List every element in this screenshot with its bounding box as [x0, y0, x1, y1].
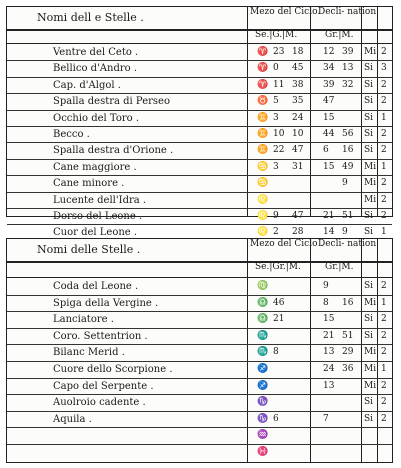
minute: 31: [292, 161, 304, 172]
minute: 24: [292, 112, 304, 123]
direction: Si: [364, 227, 374, 238]
table-subheader: [7, 261, 392, 278]
degree: 10: [273, 128, 285, 139]
mezzo-header: Mezo del Ciclo .: [250, 239, 324, 249]
table-row: [7, 412, 392, 429]
degree: 0: [273, 63, 279, 74]
magnitude: 2: [381, 347, 387, 358]
magnitude: 2: [381, 96, 387, 107]
minute: 28: [292, 227, 304, 238]
zodiac-sign: ♎: [257, 297, 269, 308]
zodiac-sign: ♊: [257, 112, 269, 123]
direction: Mi: [364, 161, 377, 172]
table-row: [7, 445, 392, 461]
decl-minute: 49: [342, 161, 354, 172]
decl-degree: 21: [323, 210, 335, 221]
magnitude: 3: [381, 63, 387, 74]
decl-degree: 13: [323, 347, 335, 358]
degree: 21: [273, 314, 285, 325]
magnitude: 1: [381, 161, 387, 172]
zodiac-sign: ♍: [257, 281, 269, 291]
decl-degree: 9: [323, 281, 329, 291]
zodiac-sign: ♐: [257, 363, 269, 374]
table-row: [7, 45, 392, 61]
decl-degree: 8: [323, 297, 329, 308]
magnitude: 2: [381, 380, 387, 391]
star-table-2: [6, 238, 393, 463]
declination-header: Decli- nation: [318, 239, 377, 249]
zodiac-sign: ♑: [257, 413, 269, 424]
degree: 5: [273, 96, 279, 107]
zodiac-sign: ♓: [257, 446, 269, 457]
star-table-1: [6, 6, 393, 239]
zodiac-sign: ♏: [257, 330, 269, 341]
magnitude: 2: [381, 397, 387, 408]
decl-minute: 9: [342, 178, 348, 189]
decl-degree: 44: [323, 128, 335, 139]
decl-minute: 29: [342, 347, 354, 358]
table-row: [7, 160, 392, 176]
table-row: [7, 193, 392, 209]
zodiac-sign: ♑: [257, 397, 269, 408]
decl-degree: 14: [323, 227, 335, 238]
table-body: [7, 45, 392, 241]
magnitude: 2: [381, 194, 387, 205]
zodiac-sign: ♋: [257, 161, 269, 172]
direction: Si: [364, 63, 374, 74]
table-row: [7, 345, 392, 362]
table-row: [7, 428, 392, 445]
decl-degree: 15: [323, 112, 335, 123]
degree: 22: [273, 145, 285, 156]
magnitude: 2: [381, 314, 387, 325]
decl-degree: 47: [323, 96, 335, 107]
direction: Si: [364, 79, 374, 90]
decl-degree: 39: [323, 79, 335, 90]
zodiac-sign: ♌: [257, 227, 269, 238]
direction: Si: [364, 145, 374, 156]
star-name: Occhio del Toro .: [53, 112, 140, 124]
degree: 2: [273, 227, 279, 238]
zodiac-sign: ♌: [257, 194, 269, 205]
table-title: Nomi dell e Stelle .: [37, 11, 144, 24]
table-header: [7, 239, 392, 263]
decl-minute: 13: [342, 63, 354, 74]
magnitude: 2: [381, 330, 387, 341]
zodiac-sign: ♉: [257, 96, 269, 107]
table-row: [7, 279, 392, 296]
decl-minute: 56: [342, 128, 354, 139]
mezzo-header: Mezo del Ciclo.: [250, 7, 321, 17]
zodiac-sign: ♌: [257, 210, 269, 221]
minute: 47: [292, 210, 304, 221]
decl-degree: 6: [323, 145, 329, 156]
table-row: [7, 176, 392, 192]
direction: Si: [364, 128, 374, 139]
magnitude: 2: [381, 47, 387, 57]
table-row: [7, 312, 392, 329]
table-row: [7, 78, 392, 94]
decl-minute: 9: [342, 227, 348, 238]
star-name: Cane minore .: [53, 178, 125, 190]
declination-subheader: Gr.|M.: [325, 262, 354, 272]
decl-minute: 16: [342, 297, 354, 308]
decl-degree: 24: [323, 363, 335, 374]
direction: Mi: [364, 178, 377, 189]
table-row: [7, 111, 392, 127]
star-name: Ventre del Ceto .: [53, 47, 139, 58]
zodiac-sign: ♐: [257, 380, 269, 391]
decl-degree: 7: [323, 413, 329, 424]
decl-degree: 34: [323, 63, 335, 74]
star-name: Spalla destra di Perseo: [53, 96, 170, 108]
table-row: [7, 209, 392, 225]
star-name: Coda del Leone .: [53, 281, 139, 292]
zodiac-sign: ♒: [257, 430, 269, 441]
minute: 45: [292, 63, 304, 74]
direction: Si: [364, 397, 374, 408]
star-name: Dorso del Leone .: [53, 210, 143, 222]
direction: Si: [364, 96, 374, 107]
degree: 3: [273, 161, 279, 172]
table-row: [7, 395, 392, 412]
magnitude: 2: [381, 413, 387, 424]
star-name: Spalla destra d'Orione .: [53, 145, 174, 157]
direction: Si: [364, 330, 374, 341]
decl-minute: 32: [342, 79, 354, 90]
table-row: [7, 61, 392, 77]
minute: 10: [292, 128, 304, 139]
degree: 9: [273, 210, 279, 221]
declination-header: Decli- nation: [318, 7, 377, 17]
star-name: Lucente dell'Idra .: [53, 194, 147, 206]
star-name: Lanciatore .: [53, 314, 114, 326]
minute: 47: [292, 145, 304, 156]
decl-degree: 21: [323, 330, 335, 341]
magnitude: 2: [381, 145, 387, 156]
degree: 23: [273, 47, 285, 57]
minute: 38: [292, 79, 304, 90]
minute: 18: [292, 47, 304, 57]
magnitude: 2: [381, 281, 387, 291]
mezzo-subheader: Se.|G.|M.: [255, 30, 298, 40]
zodiac-sign: ♏: [257, 347, 269, 358]
table-row: [7, 127, 392, 143]
magnitude: 1: [381, 112, 387, 123]
direction: Mi: [364, 363, 377, 374]
magnitude: 1: [381, 297, 387, 308]
table-row: [7, 329, 392, 346]
star-name: Capo del Serpente .: [53, 380, 154, 392]
direction: Mi: [364, 47, 377, 57]
table-row: [7, 143, 392, 159]
zodiac-sign: ♊: [257, 128, 269, 139]
zodiac-sign: ♈: [257, 63, 269, 74]
star-name: Spiga della Vergine .: [53, 297, 159, 309]
zodiac-sign: ♎: [257, 314, 269, 325]
star-name: Becco .: [53, 128, 90, 140]
zodiac-sign: ♈: [257, 47, 269, 57]
table-row: [7, 94, 392, 110]
star-name: Cap. d'Algol .: [53, 79, 121, 91]
star-name: Cuor del Leone .: [53, 227, 138, 239]
mezzo-subheader: Se.|Gr.|M.: [255, 262, 301, 272]
decl-minute: 51: [342, 330, 354, 341]
table-row: [7, 362, 392, 379]
degree: 3: [273, 112, 279, 123]
zodiac-sign: ♊: [257, 145, 269, 156]
table-title: Nomi delle Stelle .: [37, 243, 141, 256]
table-row: [7, 296, 392, 313]
decl-minute: 16: [342, 145, 354, 156]
direction: Mi: [364, 347, 377, 358]
direction: Si: [364, 314, 374, 325]
zodiac-sign: ♋: [257, 178, 269, 189]
table-header: [7, 7, 392, 31]
direction: Si: [364, 413, 374, 424]
direction: Si: [364, 210, 374, 221]
direction: Si: [364, 112, 374, 123]
direction: Mi: [364, 194, 377, 205]
star-name: Bilanc Merid .: [53, 347, 125, 359]
direction: Mi: [364, 380, 377, 391]
degree: 11: [273, 79, 285, 90]
star-name: Cane maggiore .: [53, 161, 137, 173]
magnitude: 2: [381, 128, 387, 139]
decl-degree: 15: [323, 161, 335, 172]
decl-minute: 51: [342, 210, 354, 221]
decl-minute: 39: [342, 47, 354, 57]
magnitude: 2: [381, 210, 387, 221]
star-name: Bellico d'Andro .: [53, 63, 138, 75]
minute: 35: [292, 96, 304, 107]
table-row: [7, 379, 392, 396]
star-name: Coro. Settentrion .: [53, 330, 148, 342]
declination-subheader: Gr.|M.: [325, 30, 354, 40]
star-name: Cuore dello Scorpione .: [53, 363, 173, 375]
direction: Si: [364, 281, 374, 291]
zodiac-sign: ♈: [257, 79, 269, 90]
star-name: Aquila .: [53, 413, 92, 425]
magnitude: 1: [381, 227, 387, 238]
magnitude: 2: [381, 178, 387, 189]
decl-degree: 12: [323, 47, 335, 57]
table-subheader: [7, 29, 392, 44]
direction: Mi: [364, 297, 377, 308]
degree: 8: [273, 347, 279, 358]
decl-minute: 36: [342, 363, 354, 374]
decl-degree: 15: [323, 314, 335, 325]
magnitude: 1: [381, 363, 387, 374]
magnitude: 2: [381, 79, 387, 90]
degree: 6: [273, 413, 279, 424]
star-name: Auolroio cadente .: [53, 397, 146, 409]
table-body: [7, 279, 392, 461]
decl-degree: 13: [323, 380, 335, 391]
degree: 46: [273, 297, 285, 308]
